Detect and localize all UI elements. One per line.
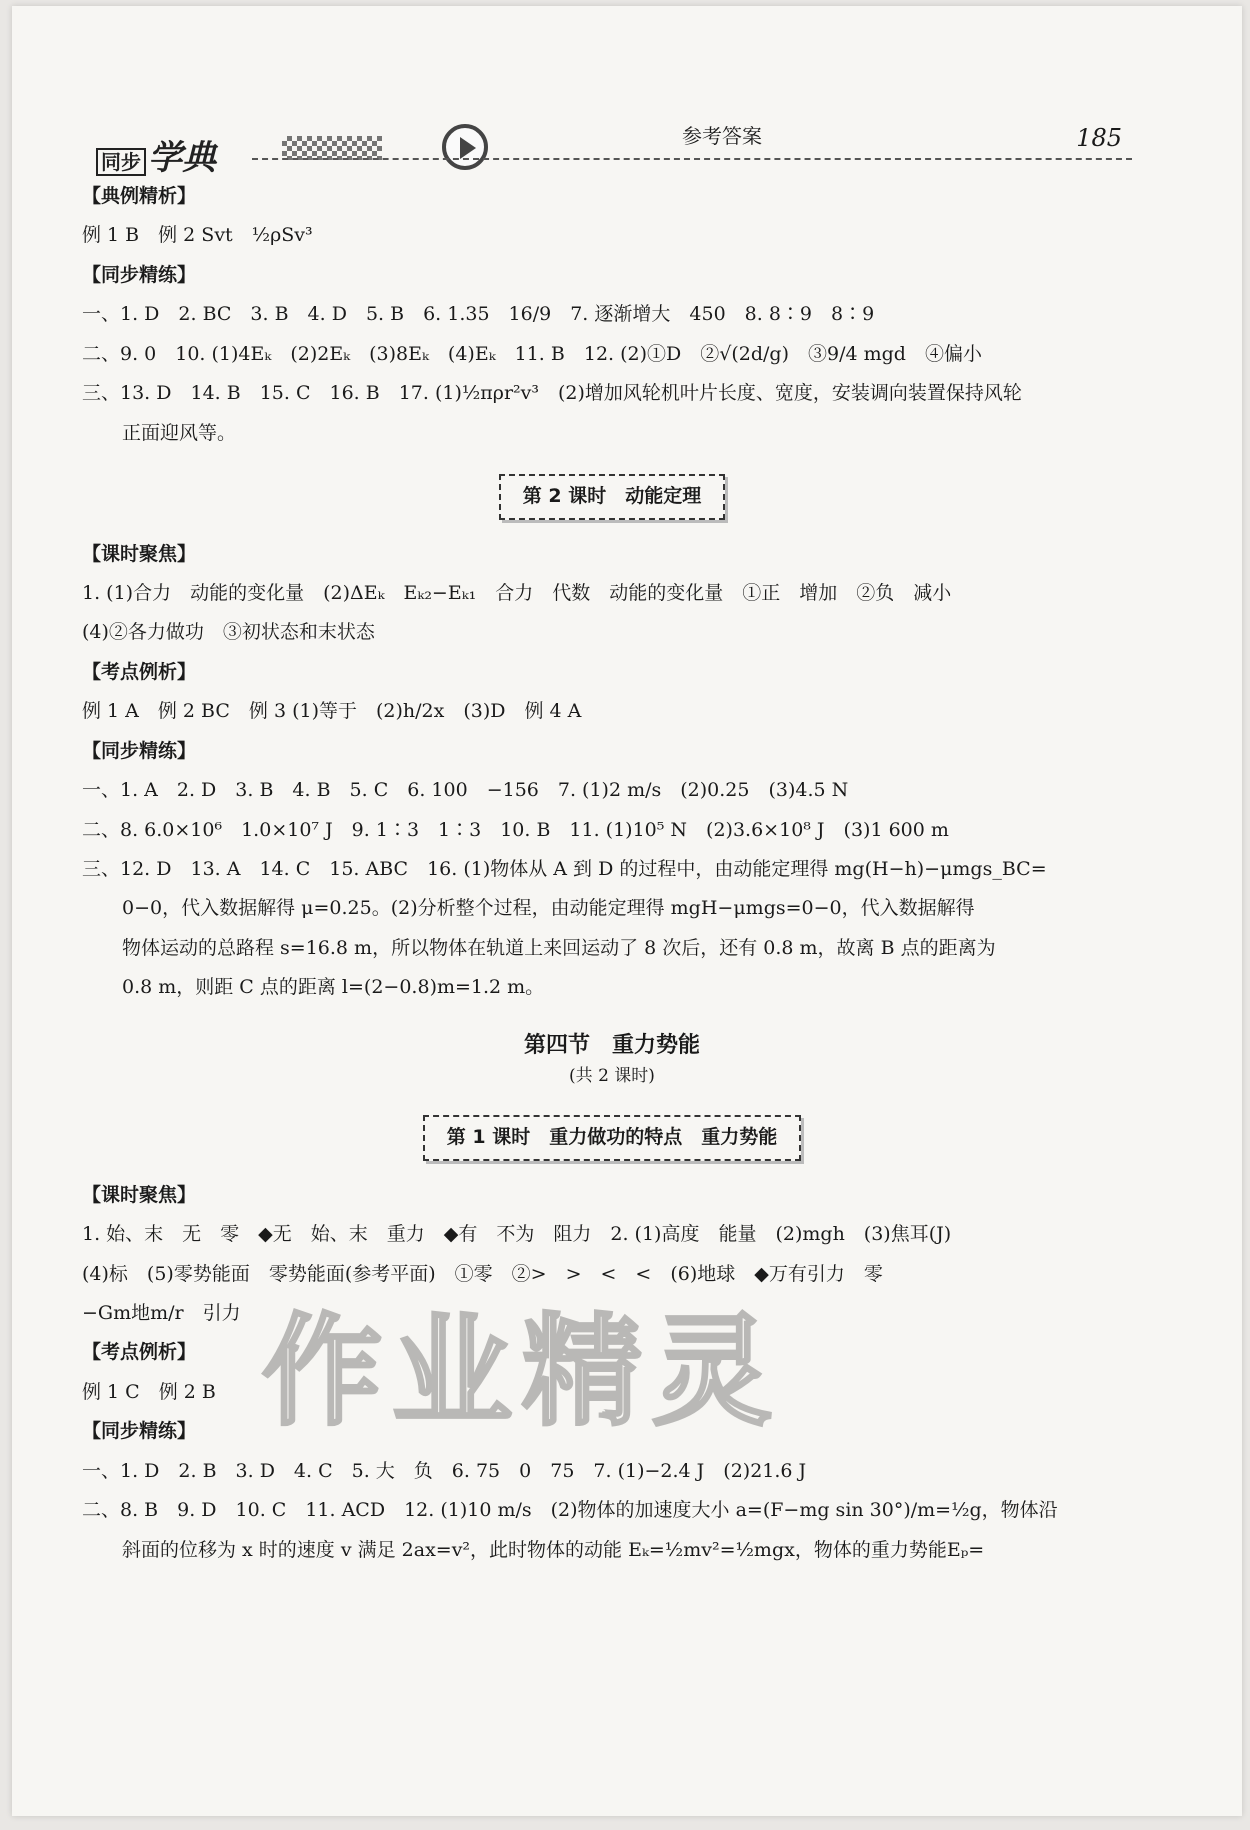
answer-line: 物体运动的总路程 s=16.8 m，所以物体在轨道上来回运动了 8 次后，还有 0.8 m，故离 B 点的距离为	[122, 936, 996, 959]
answer-line: (4)②各力做功 ③初状态和末状态	[82, 621, 375, 644]
answer-line: 例 1 B 例 2 Svt ½ρSv³	[82, 224, 313, 247]
section-heading: 【考点例析】	[82, 1341, 197, 1364]
header-title: 参考答案	[682, 124, 762, 148]
document-page	[12, 6, 1242, 1816]
section-heading: 【课时聚焦】	[82, 542, 197, 565]
section-heading: 【同步精练】	[82, 739, 197, 762]
answer-line: (4)标 (5)零势能面 零势能面(参考平面) ①零 ②> > < < (6)地球 ◆万有引力 零	[82, 1262, 883, 1285]
answer-line: 一、1. D 2. B 3. D 4. C 5. 大 负 6. 75 0 75 7. (1)−2.4 J (2)21.6 J	[82, 1459, 807, 1482]
checker-decoration	[282, 136, 382, 160]
page-header	[82, 116, 1142, 176]
section-title: 第四节 重力势能	[523, 1032, 700, 1058]
header-divider	[252, 158, 1132, 160]
brand-small: 同步	[96, 148, 146, 176]
section-heading: 【考点例析】	[82, 660, 197, 683]
lesson-title-box: 第 1 课时 重力做功的特点 重力势能	[423, 1115, 801, 1160]
play-icon	[442, 124, 488, 170]
answer-line: 例 1 A 例 2 BC 例 3 (1)等于 (2)h/2x (3)D 例 4 A	[82, 700, 582, 723]
answer-line: 三、13. D 14. B 15. C 16. B 17. (1)½πρr²v³ (2)增加风轮机叶片长度、宽度，安装调向装置保持风轮	[82, 382, 1022, 405]
section-heading: 【同步精练】	[82, 263, 197, 286]
answer-line: 三、12. D 13. A 14. C 15. ABC 16. (1)物体从 A 到 D 的过程中，由动能定理得 mg(H−h)−μmgs_BC=	[82, 858, 1047, 880]
answer-line: 1. (1)合力 动能的变化量 (2)ΔEₖ Eₖ₂−Eₖ₁ 合力 代数 动能的变化量 ①正 增加 ②负 减小	[82, 581, 952, 604]
answer-line: 1. 始、末 无 零 ◆无 始、末 重力 ◆有 不为 阻力 2. (1)高度 能量 (2)mgh (3)焦耳(J)	[82, 1223, 952, 1246]
answer-line: 例 1 C 例 2 B	[82, 1380, 216, 1403]
answer-line: 二、8. 6.0×10⁶ 1.0×10⁷ J 9. 1∶3 1∶3 10. B 11. (1)10⁵ N (2)3.6×10⁸ J (3)1 600 m	[82, 818, 949, 841]
section-heading: 【课时聚焦】	[82, 1183, 197, 1206]
section-heading: 【同步精练】	[82, 1420, 197, 1443]
answer-line: −Gm地m/r 引力	[82, 1301, 241, 1324]
answer-line: 正面迎风等。	[122, 421, 237, 444]
answer-line: 一、1. D 2. BC 3. B 4. D 5. B 6. 1.35 16/9 7. 逐渐增大 450 8. 8∶9 8∶9	[82, 303, 875, 326]
answer-line: 斜面的位移为 x 时的速度 v 满足 2ax=v²，此时物体的动能 Eₖ=½mv²=½mgx，物体的重力势能Eₚ=	[122, 1538, 985, 1561]
watermark: 作业精灵	[262, 1303, 782, 1442]
section-subtitle: (共 2 课时)	[569, 1065, 655, 1086]
answer-line: 二、9. 0 10. (1)4Eₖ (2)2Eₖ (3)8Eₖ (4)Eₖ 11. B 12. (2)①D ②√(2d/g) ③9/4 mgd ④偏小	[82, 342, 982, 365]
brand-big: 学典	[148, 138, 216, 178]
brand-logo	[96, 130, 216, 179]
answer-line: 0.8 m，则距 C 点的距离 l=(2−0.8)m=1.2 m。	[122, 976, 545, 999]
answer-line: 一、1. A 2. D 3. B 4. B 5. C 6. 100 −156 7. (1)2 m/s (2)0.25 (3)4.5 N	[82, 779, 849, 802]
page-number: 185	[1076, 124, 1122, 152]
section-heading: 【典例精析】	[82, 185, 197, 207]
lesson-title-box: 第 2 课时 动能定理	[499, 474, 725, 519]
answer-line: 0−0，代入数据解得 μ=0.25。(2)分析整个过程，由动能定理得 mgH−μmgs=0−0，代入数据解得	[122, 897, 975, 920]
answer-line: 二、8. B 9. D 10. C 11. ACD 12. (1)10 m/s (2)物体的加速度大小 a=(F−mg sin 30°)/m=½g，物体沿	[82, 1499, 1058, 1522]
